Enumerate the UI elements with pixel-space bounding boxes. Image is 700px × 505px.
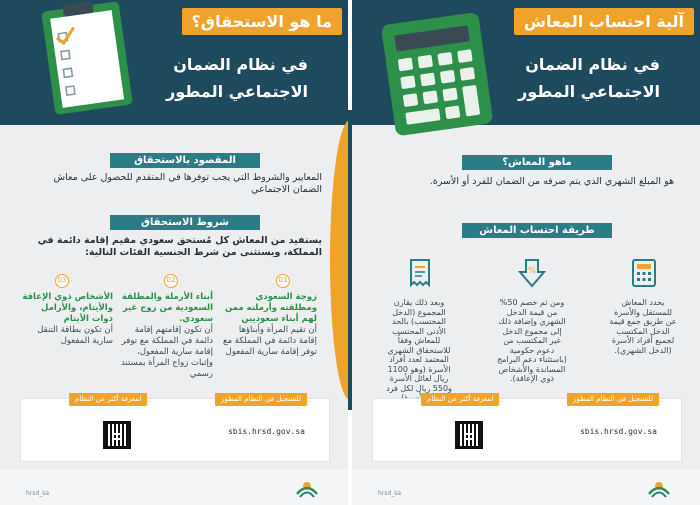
eligibility-panel bbox=[0, 0, 348, 505]
number-badge: 03 bbox=[55, 274, 69, 288]
category-title: زوجة السعودي ومطلقته وأرملته ممن لهم أبناء سعوديين bbox=[224, 292, 317, 324]
page-badge: آلية احتساب المعاش bbox=[514, 8, 694, 35]
right-header bbox=[352, 0, 700, 125]
register-pill: للتسجيل في النظام المطور bbox=[567, 393, 659, 406]
number-badge: 01 bbox=[276, 274, 290, 288]
section-title: طريقة احتساب المعاش bbox=[462, 223, 612, 238]
register-pill: للتسجيل في النظام المطور bbox=[215, 393, 307, 406]
calculator-icon bbox=[630, 258, 658, 288]
step-text: وبعد ذلك يقارن المجموع (الدخل المحتسب) بالحد الأدنى المحتسب للمعاش وفقاً للاستحقاق الشهري المعتمد لعدد أفراد الأسرة (وهو 1100 ريال لعائل الأسرة و550 ريال لكل فرد bbox=[386, 298, 452, 393]
section-text: المعايير والشروط التي يجب توفرها في المتقدم للحصول على معاش الضمان الاجتماعي bbox=[53, 172, 322, 195]
step-text: يحدد المعاش للمستقل والأسرة عن طريق جمع قيمة الدخل المكتسب لجميع أفراد الأسرة (الدخل الشهري). bbox=[609, 298, 677, 355]
portal-link[interactable]: sbis.hrsd.gov.sa bbox=[227, 427, 305, 436]
subtitle-line2: الاجتماعي المطور bbox=[166, 82, 308, 101]
left-header bbox=[0, 0, 348, 125]
category-item bbox=[222, 292, 317, 358]
section-title: شروط الاستحقاق bbox=[110, 215, 260, 230]
ministry-logo-icon bbox=[646, 478, 672, 498]
category-title: الأشخاص ذوي الإعاقة والأيتام، والأرامل ذوات الأيتام bbox=[22, 292, 113, 324]
subtitle-line1: في نظام الضمان bbox=[173, 55, 308, 74]
step-text: ومن ثم خصم 50% من قيمة الدخل الشهري وإضافة ذلك إلى مجموع الدخل غير المكتسب من دعوم حكومية (باستثناء دعم البرامج المساندة والأشخاص ذوي الإعاقة). bbox=[497, 298, 567, 383]
section-text: يستفيد من المعاش كل مُستحق سعودي مقيم إقامة دائمة في المملكة، ويستثنى من شرط الجنسية الفئات التالية: bbox=[37, 235, 322, 258]
clipboard-icon bbox=[40, 0, 140, 116]
number-badge: 02 bbox=[164, 274, 178, 288]
qr-code-icon[interactable] bbox=[103, 421, 131, 449]
learn-more-pill: لمعرفة أكثر عن النظام bbox=[421, 393, 499, 406]
subtitle-line1: في نظام الضمان bbox=[525, 55, 660, 74]
category-title: أبناء الأرملة والمطلقة السعودية من زوج غير سعودي. bbox=[121, 292, 213, 324]
receipt-icon bbox=[406, 258, 434, 288]
learn-more-pill: لمعرفة أكثر عن النظام bbox=[69, 393, 147, 406]
subtitle-line2: الاجتماعي المطور bbox=[518, 82, 660, 101]
page-badge: ما هو الاستحقاق؟ bbox=[182, 8, 342, 35]
section-text: هو المبلغ الشهري الذي يتم صرفه من الضمان للفرد أو الأسرة. bbox=[429, 176, 674, 187]
category-desc: أن تقيم المرأة وأبناؤها إقامة دائمة في المملكة مع توفر إقامة سارية المفعول bbox=[223, 325, 317, 357]
percent-down-icon bbox=[518, 258, 546, 288]
footer-card bbox=[20, 395, 330, 462]
category-desc: أن تكون إقامتهم إقامة دائمة في المملكة مع توفر إقامة سارية المفعول، وإثبات زواج المرأة بمستند رسمي bbox=[121, 325, 213, 379]
qr-code-icon[interactable] bbox=[455, 421, 483, 449]
category-item bbox=[118, 292, 213, 380]
footer-card bbox=[372, 395, 682, 462]
svg-text:%: % bbox=[528, 266, 536, 275]
category-item bbox=[18, 292, 113, 347]
social-handle: hrsd_sa bbox=[378, 490, 402, 497]
section-title: المقصود بالاستحقاق bbox=[110, 153, 260, 168]
ministry-logo-icon bbox=[294, 478, 320, 498]
social-handle: hrsd_sa bbox=[26, 490, 50, 497]
calculator-icon bbox=[378, 8, 498, 138]
pension-calc-panel bbox=[352, 0, 700, 505]
section-title: ماهو المعاش؟ bbox=[462, 155, 612, 170]
category-desc: أن تكون بطاقة التنقل سارية المفعول bbox=[37, 325, 113, 346]
portal-link[interactable]: sbis.hrsd.gov.sa bbox=[579, 427, 657, 436]
